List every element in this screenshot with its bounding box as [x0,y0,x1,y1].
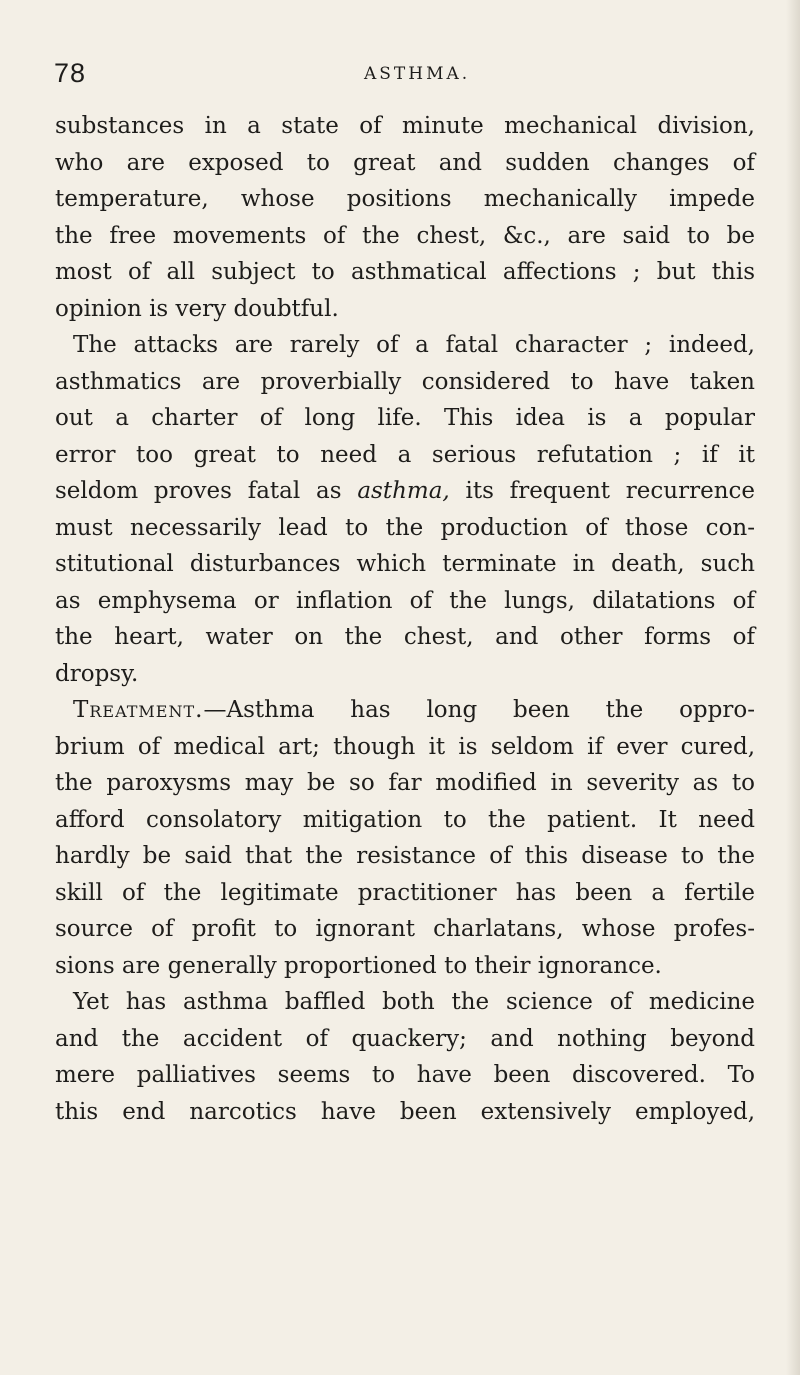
text-line: skill of the legitimate practitioner has been a fertile [55,879,755,906]
text-line: asthmatics are proverbially considered to have taken [55,368,755,395]
text-line: dropsy. [55,660,139,687]
text-line: source of profit to ignorant charlatans, whose profes- [55,916,755,942]
italic-term: asthma, [357,478,450,504]
text-line: sions are generally proportioned to their ignorance. [55,952,662,979]
text-line: error too great to need a serious refutation ; if it [55,441,755,468]
text-segment: seldom proves fatal as [55,478,358,504]
text-line: afford consolatory mitigation to the patient. It need [55,806,755,833]
page-header [54,58,754,98]
text-line-with-italic [55,473,755,510]
text-line: stitutional disturbances which terminate in death, such [55,551,755,577]
text-line: as emphysema or inflation of the lungs, dilatations of [55,587,755,614]
text-line: Yet has asthma baffled both the science of medicine [73,989,755,1015]
running-title: ASTHMA. [364,64,471,84]
text-line-with-heading [55,692,755,729]
text-line: the heart, water on the chest, and other forms of [55,624,755,650]
text-line: the free movements of the chest, &c., are said to be [55,222,755,249]
page-edge-shadow [786,0,800,1375]
text-line: this end narcotics have been extensively employed, [55,1098,755,1125]
text-line: and the accident of quackery; and nothing beyond [55,1025,755,1052]
section-heading: Treatment. [73,697,204,723]
text-line: substances in a state of minute mechanical division, [55,113,755,139]
text-segment: —Asthma has long been the oppro- [203,697,755,723]
text-segment: its frequent recurrence [449,478,755,504]
text-line: out a charter of long life. This idea is a popular [55,405,755,431]
text-line: who are exposed to great and sudden changes of [55,149,755,176]
text-line: hardly be said that the resistance of this disease to the [55,843,755,869]
page-number: 78 [54,58,87,88]
text-line: temperature, whose positions mechanically impede [55,186,755,212]
text-line: brium of medical art; though it is seldom if ever cured, [55,733,755,760]
text-line: the paroxysms may be so far modified in severity as to [55,770,755,796]
text-line: must necessarily lead to the production of those con- [55,514,755,541]
body-text [55,108,755,1130]
text-line: opinion is very doubtful. [55,295,339,322]
text-line: The attacks are rarely of a fatal character ; indeed, [73,332,755,358]
text-line: most of all subject to asthmatical affections ; but this [55,259,755,285]
text-line: mere palliatives seems to have been discovered. To [55,1062,755,1088]
